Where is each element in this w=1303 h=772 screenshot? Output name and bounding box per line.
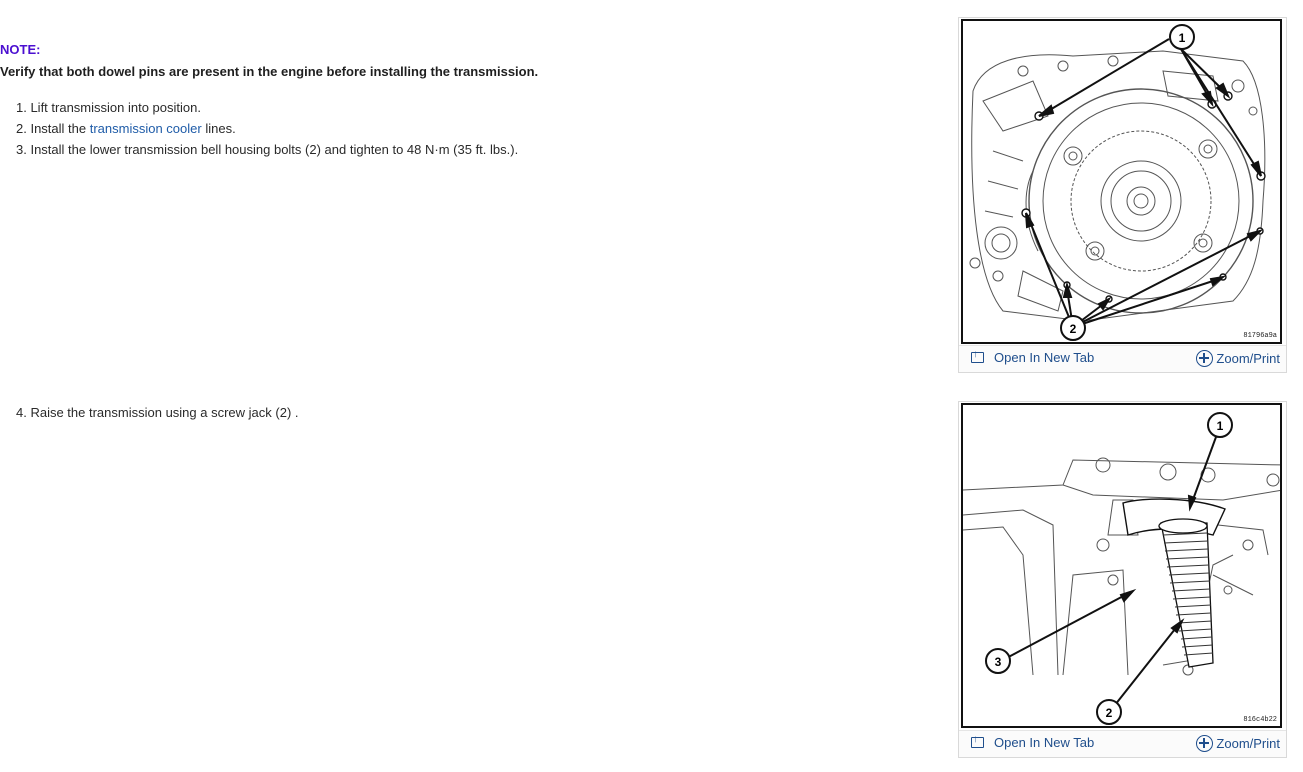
figure-toolbar <box>959 345 1286 372</box>
figure-id: 81796a9a <box>1243 332 1277 340</box>
transmission-bell-housing-illustration <box>963 21 1280 342</box>
zoom-plus-icon <box>1196 735 1213 752</box>
callout-3 <box>986 649 1010 673</box>
figure-bell-housing <box>958 17 1287 373</box>
figure-id: 816c4b22 <box>1243 716 1277 724</box>
open-new-tab-icon <box>971 352 984 363</box>
step-3: 3. Install the lower transmission bell housing bolts (2) and tighten to 48 N·m (35 ft. lbs.). <box>16 142 519 157</box>
figure-toolbar <box>959 730 1286 757</box>
zoom-print-button[interactable] <box>1196 350 1280 367</box>
screw-jack-illustration <box>963 405 1280 726</box>
callout-2-label: 2 <box>1105 706 1113 720</box>
transmission-cooler-link[interactable]: transmission cooler <box>89 121 202 136</box>
callout-2-label: 2 <box>1069 322 1077 336</box>
step-4: 4. Raise the transmission using a screw jack (2) . <box>16 405 299 420</box>
callout-1-label: 1 <box>1178 31 1186 45</box>
step-2-prefix: 2. Install the <box>16 121 90 136</box>
callout-2 <box>1097 700 1121 724</box>
open-in-new-tab-button[interactable] <box>971 735 1094 750</box>
callout-1 <box>1170 25 1194 49</box>
callout-1 <box>1208 413 1232 437</box>
zoom-print-label: Zoom/Print <box>1216 736 1280 751</box>
figure-image[interactable] <box>961 19 1282 344</box>
step-2 <box>16 118 518 139</box>
step-list <box>16 97 518 160</box>
figure-screw-jack <box>958 401 1287 758</box>
note-text: Verify that both dowel pins are present in the engine before installing the transmission. <box>0 64 539 79</box>
figure-image[interactable] <box>961 403 1282 728</box>
step-2-suffix: lines. <box>201 121 236 136</box>
open-in-new-tab-button[interactable] <box>971 350 1094 365</box>
open-in-new-tab-label: Open In New Tab <box>994 350 1095 365</box>
note-label: NOTE: <box>0 42 41 57</box>
open-new-tab-icon <box>971 737 984 748</box>
zoom-print-label: Zoom/Print <box>1216 351 1280 366</box>
step-list-2 <box>16 402 299 423</box>
zoom-print-button[interactable] <box>1196 735 1280 752</box>
step-1: 1. Lift transmission into position. <box>16 100 201 115</box>
callout-2 <box>1061 316 1085 340</box>
zoom-plus-icon <box>1196 350 1213 367</box>
callout-1-label: 1 <box>1216 419 1224 433</box>
callout-3-label: 3 <box>994 655 1002 669</box>
open-in-new-tab-label: Open In New Tab <box>994 735 1095 750</box>
